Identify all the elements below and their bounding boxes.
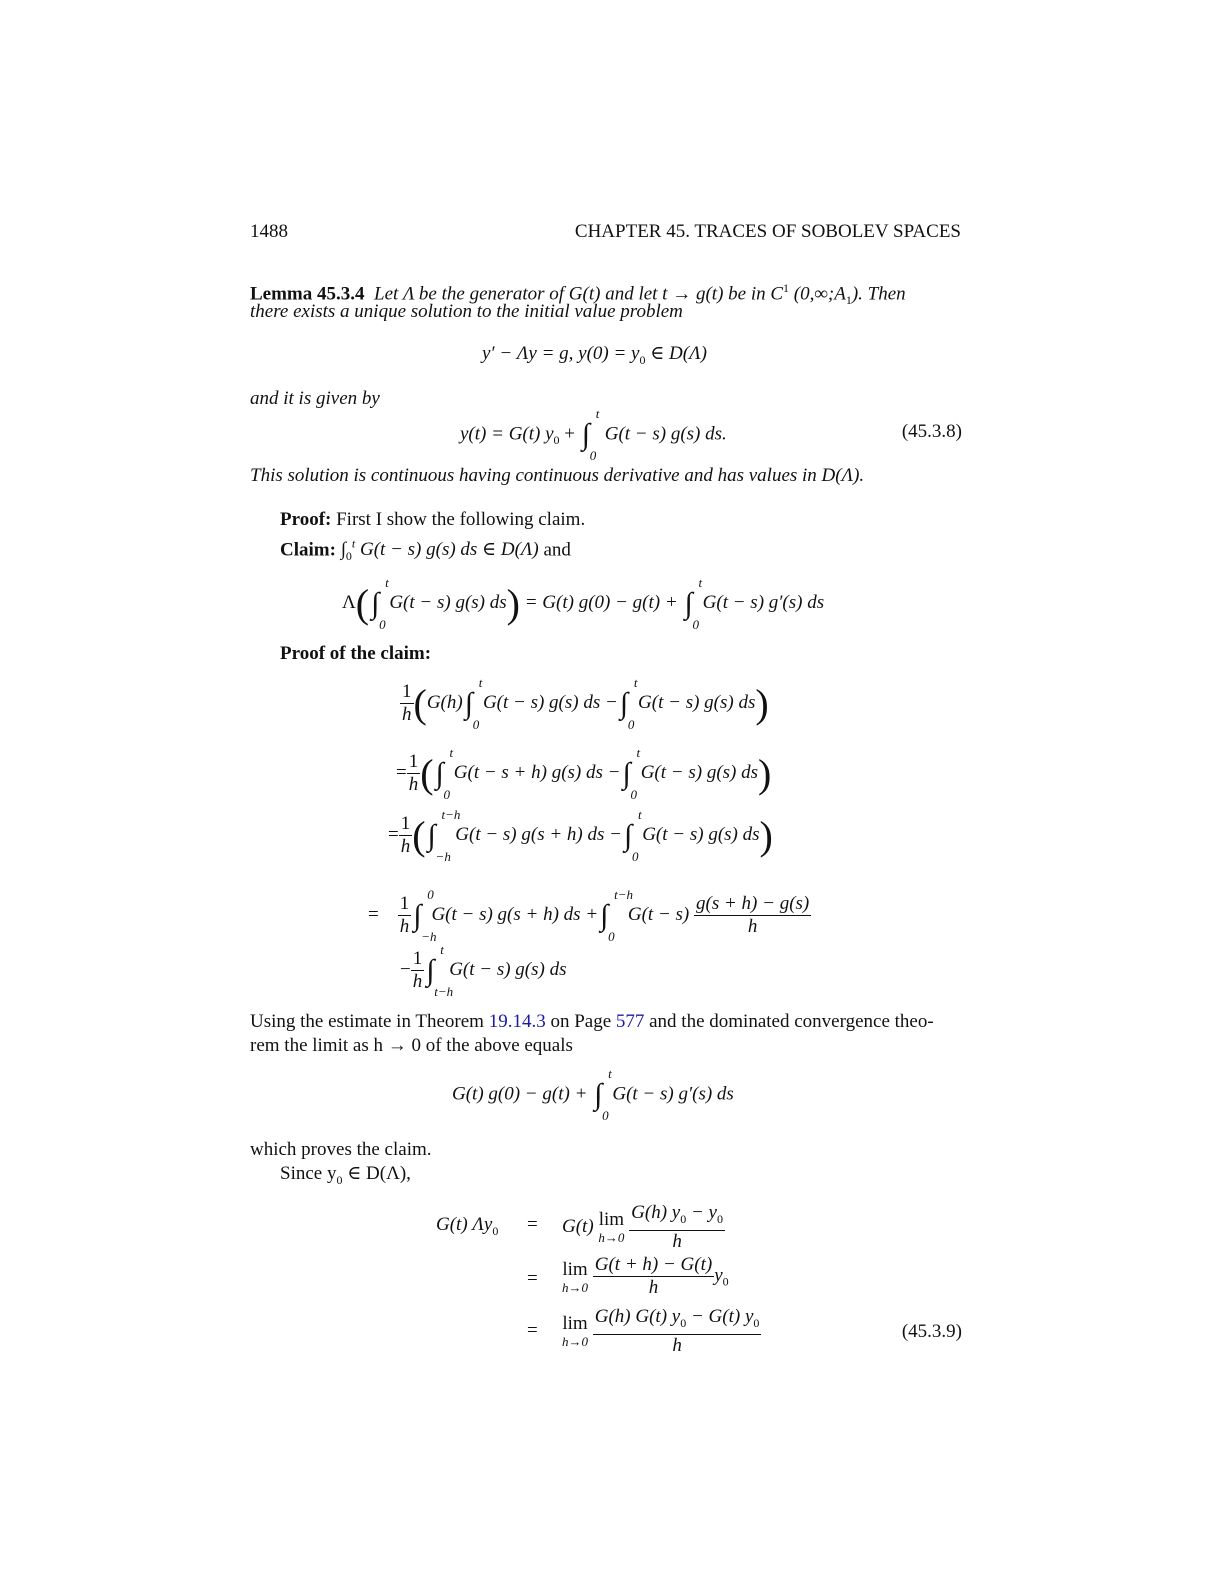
aligned-eq-rhs-1: G(t) lim h→0 $\frac{G(h) y_0 - y_0}{h}$ xyxy=(562,1202,723,1252)
derivation-line-5: − $\frac{1}{h}$ ∫ t t−h G(t − s) g(s) ds xyxy=(400,941,567,999)
equation-solution: y(t) = G(t) $y_0$ + ∫ t 0 G(t − s) g(s) ds. xyxy=(460,406,727,463)
page-link[interactable]: 577 xyxy=(615,1011,645,1032)
given-by-text: and it is given by xyxy=(250,388,380,409)
theorem-link[interactable]: 19.14.3 xyxy=(488,1011,546,1032)
proof-of-claim-heading: Proof of the claim: xyxy=(280,643,432,664)
page-number: 1488 xyxy=(250,221,288,242)
paragraph-line-1: Using the estimate in Theorem 19.14.3 on Page 577 and the dominated convergence theo- xyxy=(250,1011,934,1032)
lemma-line-1: Lemma 45.3.4 Let Λ be the generator of G(t) and let t → g(t) be in $C^1$ $(0,\infty;A_1)$. Then xyxy=(250,281,906,308)
aligned-eq-equals-3: = xyxy=(527,1320,538,1341)
aligned-eq-equals-2: = xyxy=(527,1268,538,1289)
claim-line: Claim: $\int_0^t$ G(t − s) g(s) ds ∈ D(Λ) and xyxy=(280,537,571,564)
aligned-eq-lhs: G(t) $\Lambda y_0$ xyxy=(436,1214,499,1238)
aligned-eq-rhs-2: lim h→0 $\frac{G(t + h) - G(t)}{h}$ $y_0$ xyxy=(562,1254,729,1298)
derivation-line-4: = $\frac{1}{h}$ ∫ 0 −h G(t − s) g(s + h) ds +∫ t−h 0 G(t − s) $\frac{g(s + h) - g(s)}{h}$ xyxy=(368,886,810,944)
lemma-line-2: there exists a unique solution to the initial value problem xyxy=(250,301,683,322)
integral-sign: ∫ t 0 xyxy=(581,406,600,463)
aligned-eq-rhs-3: lim h→0 $\frac{G(h) G(t) y_0 - G(t) y_0}{h}$ xyxy=(562,1306,760,1356)
equation-number-45-3-9: (45.3.9) xyxy=(901,1321,962,1342)
derivation-line-2: = $\frac{1}{h}$ (∫ t 0 G(t − s + h) g(s) ds −∫ t 0 G(t − s) g(s) ds) xyxy=(396,744,772,802)
proof-intro: Proof: First I show the following claim. xyxy=(280,509,586,530)
lemma-label: Lemma 45.3.4 xyxy=(250,283,365,305)
claim-equation: Λ(∫ t 0 G(t − s) g(s) ds) = G(t) g(0) − g(t) + ∫ t 0 G(t − s) g′(s) ds xyxy=(342,574,825,632)
derivation-line-1: $\frac{1}{h}$ (G(h)∫ t 0 G(t − s) g(s) ds −∫ t 0 G(t − s) g(s) ds) xyxy=(402,674,769,732)
which-proves-text: which proves the claim. xyxy=(250,1139,432,1160)
equation-number-45-3-8: (45.3.8) xyxy=(901,421,962,442)
lemma-conclusion: This solution is continuous having continuous derivative and has values in D(Λ). xyxy=(250,465,865,486)
since-text: Since $y_0$ ∈ D(Λ), xyxy=(280,1163,411,1187)
derivation-line-3: = $\frac{1}{h}$ (∫ t−h −h G(t − s) g(s + h) ds −∫ t 0 G(t − s) g(s) ds) xyxy=(388,806,773,864)
equation-ivp: y′ − Λy = g, $y(0) = y_0$ ∈ D(Λ) xyxy=(482,343,707,367)
paragraph-line-2: rem the limit as h → 0 of the above equals xyxy=(250,1035,573,1056)
limit-equation: G(t) g(0) − g(t) + ∫ t 0 G(t − s) g′(s) ds xyxy=(452,1066,734,1123)
aligned-eq-equals-1: = xyxy=(527,1214,538,1235)
chapter-title: CHAPTER 45. TRACES OF SOBOLEV SPACES xyxy=(574,221,961,242)
